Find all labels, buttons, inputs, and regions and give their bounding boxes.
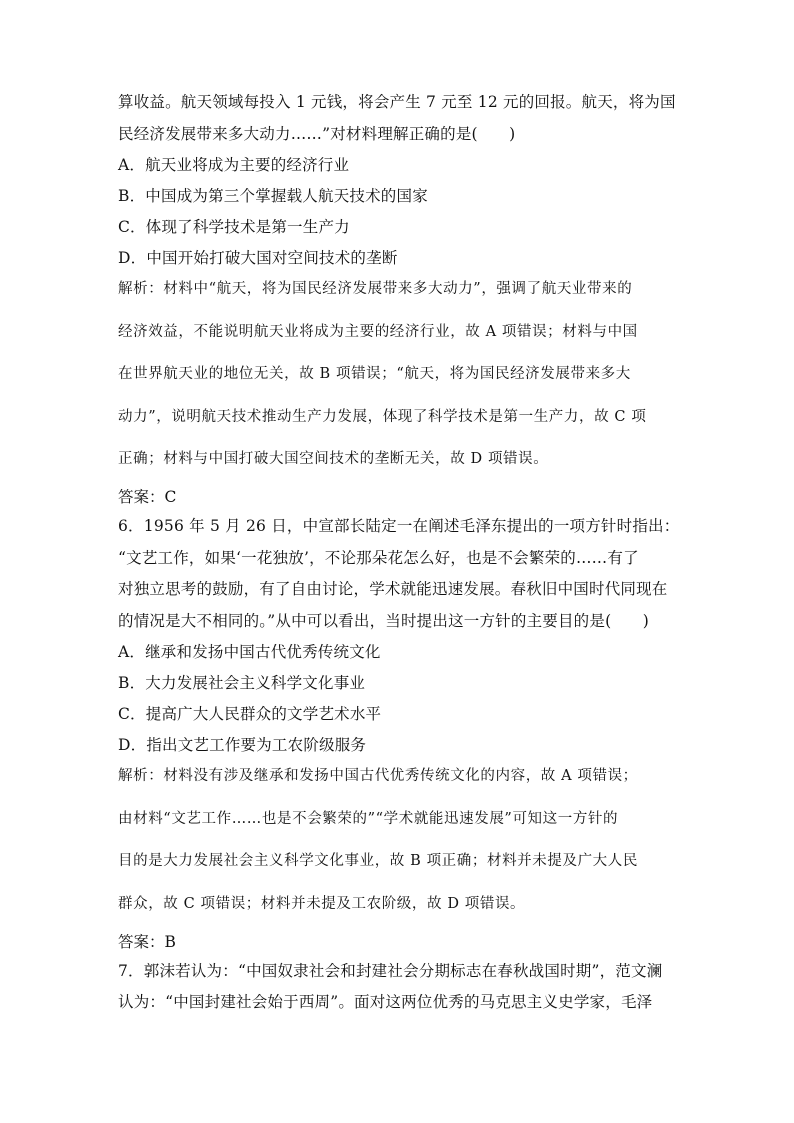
- question-6-stem-line: 的情况是大不相同的。”从中可以看出，当时提出这一方针的主要目的是( ): [118, 611, 649, 630]
- question-5-explanation-line: 解析：材料中“航天，将为国民经济发展带来多大动力”，强调了航天业带来的: [118, 281, 633, 297]
- question-7-stem-line: 7．郭沫若认为：“中国奴隶社会和封建社会分期标志在春秋战国时期”，范文澜: [118, 961, 663, 980]
- question-5-explanation-line: 在世界航天业的地位无关，故 B 项错误；“航天，将为国民经济发展带来多大: [118, 366, 631, 382]
- question-5-stem-line: 民经济发展带来多大动力……”对材料理解正确的是( ): [118, 124, 516, 143]
- question-5-stem-line: 算收益。航天领域每投入 1 元钱，将会产生 7 元至 12 元的回报。航天，将为国: [118, 93, 676, 111]
- question-5-option-a: A．航天业将成为主要的经济行业: [118, 156, 350, 174]
- question-5-explanation-line: 经济效益，不能说明航天业将成为主要的经济行业，故 A 项错误；材料与中国: [118, 323, 638, 340]
- question-6-option-c: C．提高广大人民群众的文学艺术水平: [118, 705, 382, 723]
- question-6-option-a: A．继承和发扬中国古代优秀传统文化: [118, 643, 381, 661]
- question-6-explanation-line: 由材料“文艺工作……也是不会繁荣的”“学术就能迅速发展”可知这一方针的: [118, 810, 619, 827]
- question-6: [118, 516, 678, 952]
- question-7: [118, 961, 678, 1013]
- question-5-explanation-line: 正确；材料与中国打破大国空间技术的垄断无关，故 D 项错误。: [118, 451, 549, 467]
- question-5-answer: 答案：C: [118, 488, 177, 506]
- question-5-option-d: D．中国开始打破大国对空间技术的垄断: [118, 249, 398, 267]
- question-6-explanation-line: 目的是大力发展社会主义科学文化事业，故 B 项正确；材料并未提及广大人民: [118, 853, 638, 869]
- question-6-stem-line: 6．1956 年 5 月 26 日，中宣部长陆定一在阐述毛泽东提出的一项方针时指出：: [118, 517, 680, 535]
- question-6-option-d: D．指出文艺工作要为工农阶级服务: [118, 736, 367, 754]
- document-page: [118, 92, 678, 1024]
- question-6-answer: 答案：B: [118, 932, 176, 951]
- question-6-explanation-line: 解析：材料没有涉及继承和发扬中国古代优秀传统文化的内容，故 A 项错误；: [118, 768, 638, 784]
- question-5-option-b: B．中国成为第三个掌握载人航天技术的国家: [118, 187, 428, 205]
- question-6-stem-line: 对独立思考的鼓励，有了自由讨论，学术就能迅速发展。春秋旧中国时代同现在: [118, 580, 668, 598]
- question-5: [118, 92, 678, 507]
- question-5-explanation-line: 动力”，说明航天技术推动生产力发展，体现了科学技术是第一生产力，故 C 项: [118, 408, 647, 425]
- question-6-option-b: B．大力发展社会主义科学文化事业: [118, 674, 366, 692]
- question-6-stem-line: “文艺工作，如果‘一花独放’，不论那朵花怎么好，也是不会繁荣的……有了: [118, 548, 639, 567]
- question-7-stem-line: 认为：“中国封建社会始于西周”。面对这两位优秀的马克思主义史学家，毛泽: [118, 993, 653, 1011]
- question-5-option-c: C．体现了科学技术是第一生产力: [118, 218, 350, 236]
- question-6-explanation-line: 群众，故 C 项错误；材料并未提及工农阶级，故 D 项错误。: [118, 895, 526, 912]
